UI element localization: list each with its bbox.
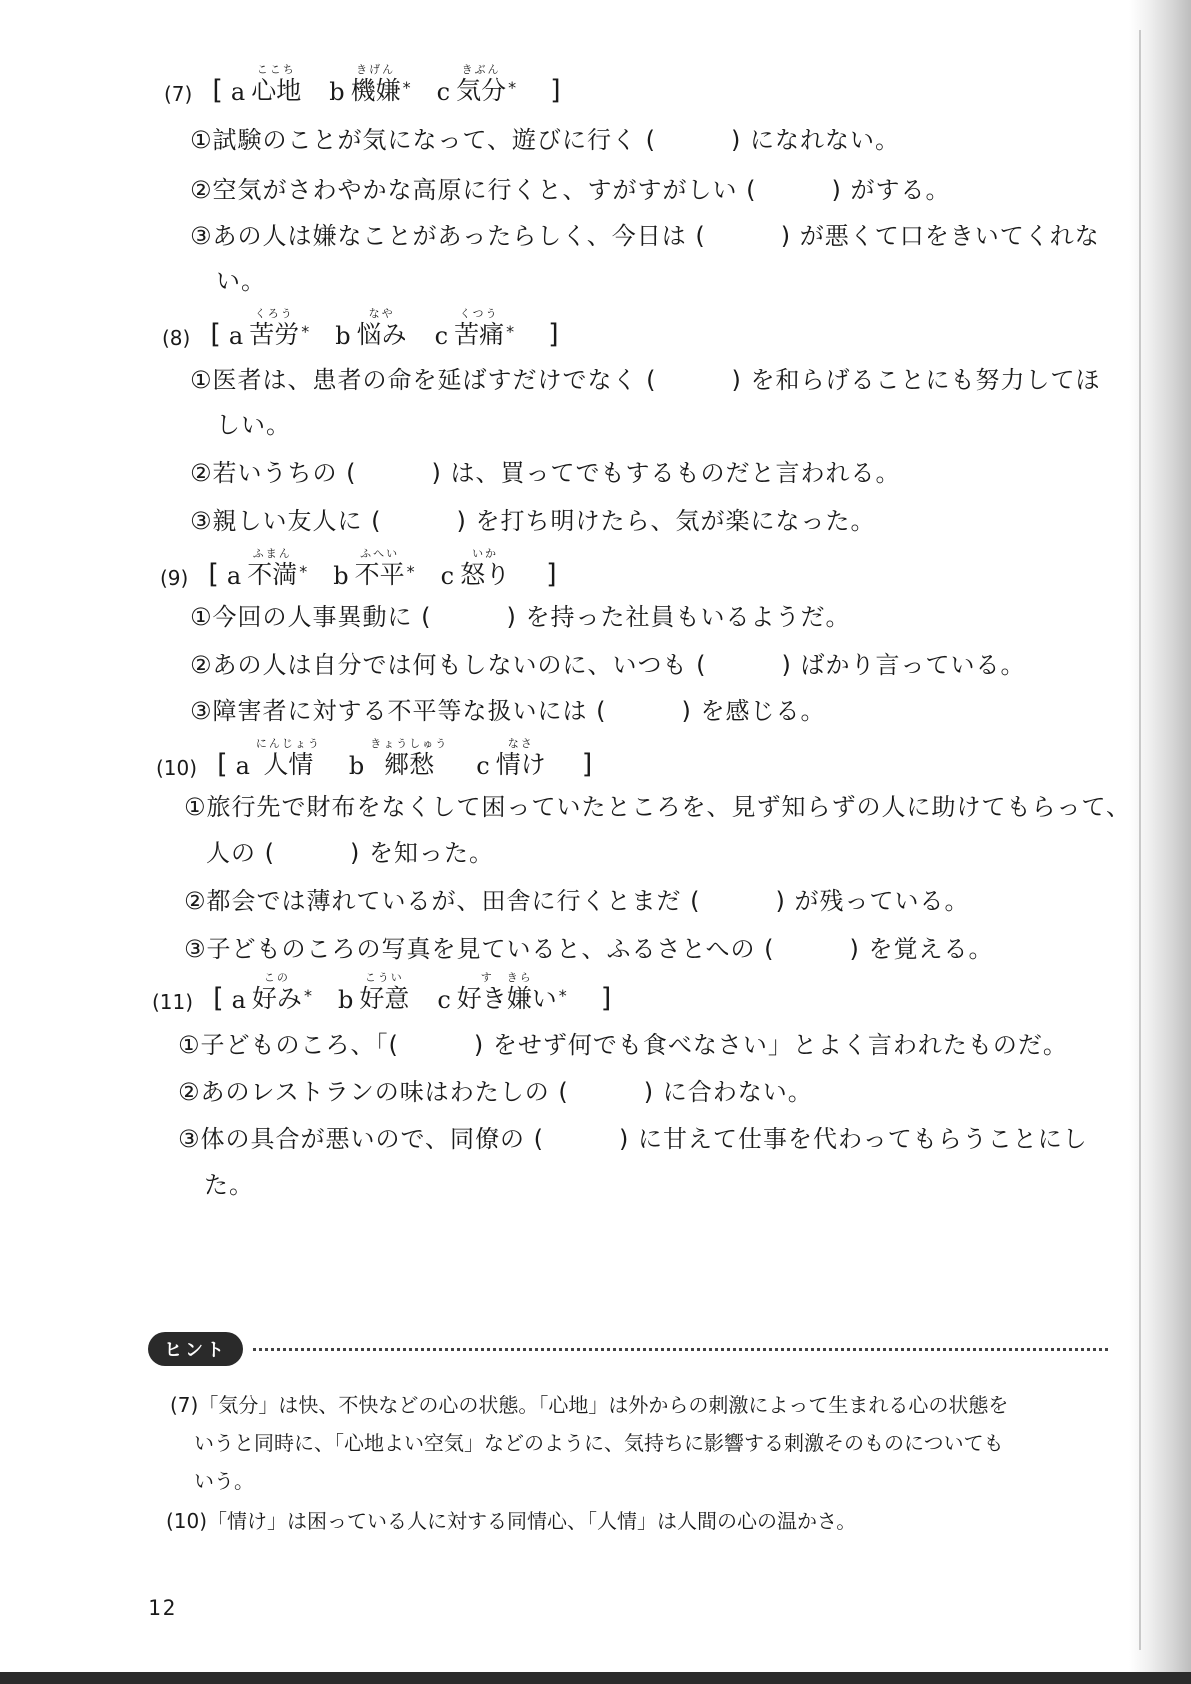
sentence-8-1: ①医者は、患者の命を延ばすだけでなく ( ) を和らげることにも努力してほ: [190, 366, 1101, 394]
option-word: 不満: [247, 560, 298, 589]
sentence-10-2: ②都会では薄れているが、田舎に行くとまだ ( ) が残っている。: [184, 887, 970, 915]
bracket-close: ]: [550, 75, 561, 106]
option-c: c なさ 情け: [476, 737, 546, 780]
furigana: す きら: [480, 971, 533, 984]
sentence-11-2: ②あのレストランの味はわたしの ( ) に合わない。: [178, 1078, 813, 1106]
furigana: なや: [368, 307, 395, 320]
option-word: 機嫌: [350, 76, 401, 105]
option-a: a くろう 苦労 *: [228, 307, 310, 350]
page-number: 12: [148, 1596, 178, 1620]
page-edge-shadow: [1129, 0, 1191, 1684]
option-word: 人情: [263, 750, 314, 779]
bracket-close: ]: [548, 319, 559, 350]
option-c: c いか 怒り: [440, 547, 511, 590]
option-b: b なや 悩み: [335, 307, 407, 350]
hint-line-2: いうと同時に、「心地よい空気」などのように、気持ちに影響する刺激そのものについても: [194, 1431, 1004, 1455]
set-number: (8): [162, 326, 191, 350]
furigana: ここち: [256, 63, 296, 76]
option-word: 気分: [456, 76, 507, 105]
set-number: (7): [164, 82, 193, 106]
option-word: 好意: [359, 984, 410, 1013]
bracket-close: ]: [600, 983, 612, 1014]
bracket-open: [: [213, 983, 224, 1014]
sentence-8-1-cont: しい。: [216, 411, 291, 439]
furigana: くつう: [459, 307, 499, 320]
option-word: 苦労: [249, 320, 300, 349]
bracket-open: [: [212, 75, 223, 106]
furigana: きょうしゅう: [370, 737, 449, 750]
option-word: 好み: [251, 984, 302, 1013]
bracket-close: ]: [581, 749, 593, 780]
question-set-10-header: [156, 738, 600, 780]
furigana: ふへい: [360, 547, 400, 560]
set-number: (10): [156, 756, 198, 780]
option-a: a この 好み *: [231, 971, 312, 1014]
sentence-11-3: ③体の具合が悪いので、同僚の ( ) に甘えて仕事を代わってもらうことにし: [178, 1125, 1088, 1153]
question-set-7-header: [164, 64, 569, 106]
hint-badge: ヒント: [148, 1332, 243, 1366]
hint-line-4: (10)「情け」は困っている人に対する同情心、「人情」は人間の心の温かさ。: [166, 1509, 857, 1533]
bracket-open: [: [208, 559, 219, 590]
sentence-11-1: ①子どものころ、「( ) をせず何でも食べなさい」とよく言われたものだ。: [178, 1031, 1068, 1059]
option-c: c くつう 苦痛 *: [434, 307, 515, 350]
bracket-open: [: [210, 319, 221, 350]
option-word: 好き嫌い: [456, 984, 557, 1013]
question-set-11-header: [152, 972, 619, 1014]
sentence-7-3: ③あの人は嫌なことがあったらしく、今日は ( ) が悪くて口をきいてくれな: [190, 222, 1100, 250]
hint-divider: [148, 1332, 1108, 1366]
option-word: 怒り: [460, 560, 511, 589]
sentence-10-1-cont: 人の ( ) を知った。: [206, 839, 494, 867]
sentence-7-1: ①試験のことが気になって、遊びに行く ( ) になれない。: [190, 126, 901, 154]
option-a: a ふまん 不満 *: [226, 547, 308, 590]
set-number: (9): [160, 566, 189, 590]
question-set-9-header: [160, 548, 565, 590]
sentence-10-1: ①旅行先で財布をなくして困っていたところを、見ず知らずの人に助けてもらって、: [184, 793, 1132, 821]
furigana: なさ: [507, 737, 534, 750]
sentence-7-3-cont: い。: [216, 267, 266, 295]
furigana: くろう: [254, 307, 294, 320]
sentence-8-3: ③親しい友人に ( ) を打ち明けたら、気が楽になった。: [190, 507, 876, 535]
sentence-10-3: ③子どものころの写真を見ていると、ふるさとへの ( ) を覚える。: [184, 935, 994, 963]
question-set-8-header: [162, 308, 567, 350]
dotted-rule: [253, 1348, 1108, 1351]
option-word: 心地: [251, 76, 302, 105]
sentence-9-1: ①今回の人事異動に ( ) を持った社員もいるようだ。: [190, 603, 851, 631]
sentence-7-2: ②空気がさわやかな高原に行くと、すがすがしい ( ) がする。: [190, 176, 951, 204]
sentence-9-3: ③障害者に対する不平等な扱いには ( ) を感じる。: [190, 697, 826, 725]
option-b: b こうい 好意: [337, 971, 410, 1014]
furigana: きげん: [356, 63, 396, 76]
furigana: にんじょう: [255, 737, 321, 750]
option-b: b ふへい 不平 *: [333, 547, 415, 590]
option-word: 郷愁: [384, 750, 435, 779]
option-word: 情け: [495, 750, 546, 779]
furigana: きぶん: [461, 63, 501, 76]
furigana: この: [263, 971, 290, 984]
option-word: 悩み: [356, 320, 407, 349]
option-a: a ここち 心地: [230, 63, 302, 106]
option-word: 苦痛: [454, 320, 505, 349]
furigana: いか: [472, 547, 499, 560]
option-word: 不平: [354, 560, 405, 589]
option-c: c す きら 好き嫌い *: [437, 971, 567, 1014]
sentence-9-2: ②あの人は自分では何もしないのに、いつも ( ) ばかり言っている。: [190, 651, 1026, 679]
bracket-open: [: [217, 749, 228, 780]
sentence-11-3-cont: た。: [204, 1171, 254, 1199]
furigana: ふまん: [252, 547, 292, 560]
option-b: b きげん 機嫌 *: [329, 63, 411, 106]
set-number: (11): [152, 990, 194, 1014]
hint-line-1: (7)「気分」は快、不快などの心の状態。「心地」は外からの刺激によって生まれる心の状態を: [170, 1393, 1009, 1417]
furigana: こうい: [364, 971, 404, 984]
sentence-8-2: ②若いうちの ( ) は、買ってでもするものだと言われる。: [190, 459, 901, 487]
hint-line-3: いう。: [194, 1469, 254, 1493]
option-a: a にんじょう 人情: [235, 737, 321, 780]
bracket-close: ]: [546, 559, 557, 590]
option-b: b きょうしゅう 郷愁: [348, 737, 449, 780]
option-c: c きぶん 気分 *: [436, 63, 517, 106]
